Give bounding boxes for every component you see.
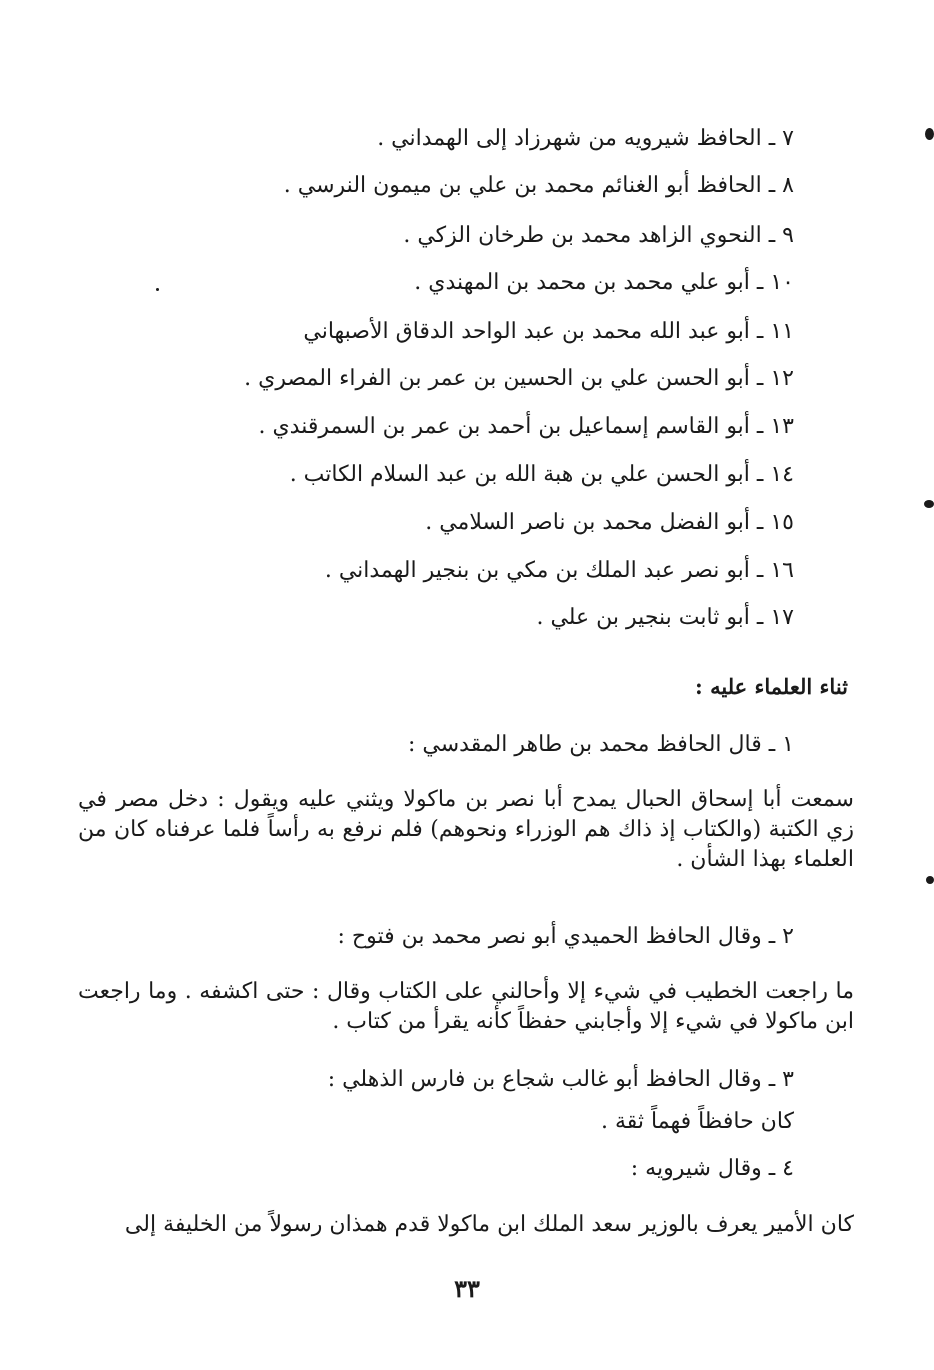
list-item: ٧ ـ الحافظ شيرويه من شهرزاد إلى الهمداني . [377, 126, 794, 151]
margin-mark [924, 500, 934, 508]
list-item: ١٢ ـ أبو الحسن علي بن الحسين بن عمر بن الفراء المصري . [244, 366, 794, 391]
list-item: ١٧ ـ أبو ثابت بنجير بن علي . [536, 605, 794, 630]
quote-intro: ١ ـ قال الحافظ محمد بن طاهر المقدسي : [407, 732, 794, 757]
list-item: ٩ ـ النحوي الزاهد محمد بن طرخان الزكي . [403, 223, 794, 248]
list-item: ١٣ ـ أبو القاسم إسماعيل بن أحمد بن عمر بن السمرقندي . [258, 414, 794, 439]
list-item: ١٤ ـ أبو الحسن علي بن هبة الله بن عبد السلام الكاتب . [289, 462, 794, 487]
quote-body: ما راجعت الخطيب في شيء إلا وأحالني على الكتاب وقال : حتى اكشفه . وما راجعت ابن ماكولا في شيء إلا وأجابني حفظاً كأنه يقرأ من كتاب . [78, 979, 854, 1034]
quote-body: كان حافظاً فهماً ثقة . [601, 1109, 794, 1134]
list-item: ٨ ـ الحافظ أبو الغنائم محمد بن علي بن ميمون النرسي . [283, 173, 794, 198]
quote-intro: ٢ ـ وقال الحافظ الحميدي أبو نصر محمد بن فتوح : [337, 924, 794, 949]
list-item: ١١ ـ أبو عبد الله محمد بن عبد الواحد الدقاق الأصبهاني [303, 319, 794, 344]
quote-intro: ٣ ـ وقال الحافظ أبو غالب شجاع بن فارس الذهلي : [327, 1067, 794, 1092]
list-item: ١٦ ـ أبو نصر عبد الملك بن مكي بن بنجير الهمداني . [324, 558, 794, 583]
margin-mark [156, 288, 159, 291]
margin-mark [925, 128, 934, 140]
section-heading: ثناء العلماء عليه : [695, 674, 848, 699]
quote-body: سمعت أبا إسحاق الحبال يمدح أبا نصر بن ماكولا ويثني عليه ويقول : دخل مصر في زي الكتبة (والكتاب إذ ذاك هم الوزراء ونحوهم) فلم نرفع به رأساً فلما عرفناه كان من العلماء بهذا الشأن . [78, 787, 854, 872]
quote-intro: ٤ ـ وقال شيرويه : [630, 1156, 794, 1181]
page-number: ٣٣ [454, 1274, 480, 1303]
margin-mark [926, 876, 934, 884]
quote-body: كان الأمير يعرف بالوزير سعد الملك ابن ماكولا قدم همذان رسولاً من الخليفة إلى [124, 1212, 854, 1237]
list-item: ١٠ ـ أبو علي محمد بن محمد بن المهندي . [414, 270, 794, 295]
list-item: ١٥ ـ أبو الفضل محمد بن ناصر السلامي . [425, 510, 794, 535]
